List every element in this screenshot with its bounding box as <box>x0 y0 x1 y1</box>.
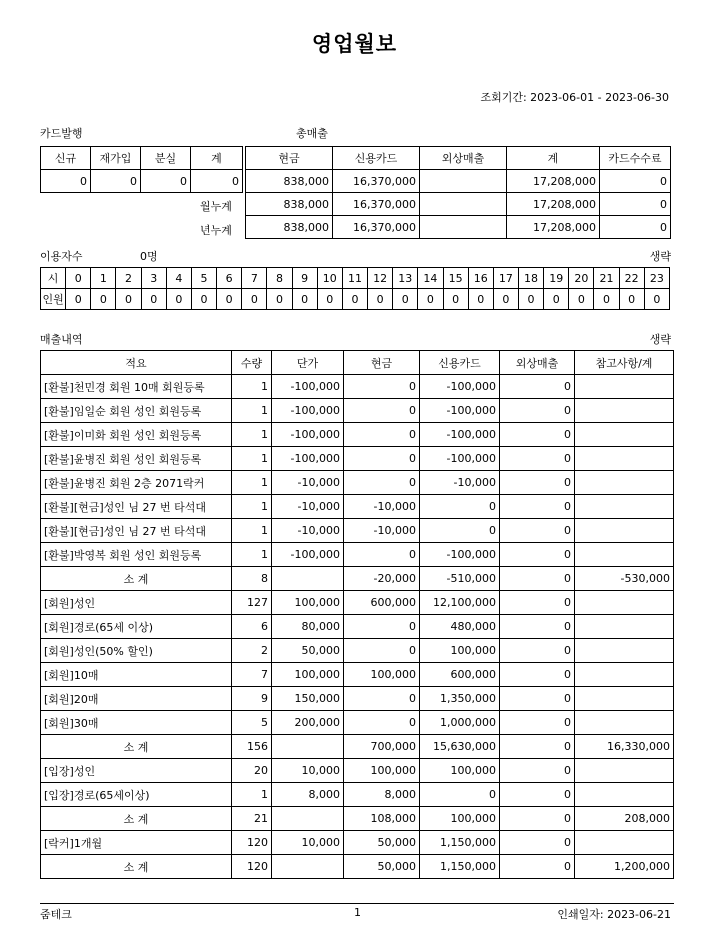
cell-qty: 1 <box>232 399 272 423</box>
cell-price: 10,000 <box>272 831 344 855</box>
cell-note <box>575 423 674 447</box>
hour-cell: 9 <box>292 268 317 289</box>
cell-desc: [환불]윤병진 회원 2층 2071락커 <box>41 471 232 495</box>
cell-desc: [입장]성인 <box>41 759 232 783</box>
footer-page: 1 <box>354 906 361 919</box>
subtotal-row <box>41 567 674 591</box>
cell-credit: 0 <box>500 495 575 519</box>
cell-credit: 0 <box>500 687 575 711</box>
cell-desc: 소 계 <box>41 567 232 591</box>
cell-qty: 1 <box>232 447 272 471</box>
count-cell: 0 <box>418 289 443 310</box>
cell-note <box>575 663 674 687</box>
cell-note: -530,000 <box>575 567 674 591</box>
cell-card: 600,000 <box>420 663 500 687</box>
cell-card: -100,000 <box>420 423 500 447</box>
count-cell: 0 <box>66 289 91 310</box>
cell-credit: 0 <box>500 399 575 423</box>
yearly-cumulative-label: 년누계 <box>200 224 232 237</box>
cell-credit: 0 <box>500 711 575 735</box>
cell-cash: 0 <box>344 447 420 471</box>
count-cell: 0 <box>91 289 116 310</box>
footer-company: 줌테크 <box>40 908 72 921</box>
count-cell: 0 <box>342 289 367 310</box>
hour-cell: 12 <box>368 268 393 289</box>
header-credit: 외상매출 <box>500 351 575 375</box>
cell-card: 15,630,000 <box>420 735 500 759</box>
sales-row <box>41 831 674 855</box>
card-value-total: 0 <box>191 170 243 193</box>
cell-qty: 9 <box>232 687 272 711</box>
count-cell: 0 <box>393 289 418 310</box>
cell-credit: 0 <box>500 735 575 759</box>
sales-header-credit: 외상매출 <box>420 147 507 170</box>
cell-cash: 700,000 <box>344 735 420 759</box>
hour-cell: 21 <box>594 268 619 289</box>
cell: 17,208,000 <box>507 170 600 193</box>
cell-note <box>575 399 674 423</box>
hour-cell: 0 <box>66 268 91 289</box>
cell-note: 16,330,000 <box>575 735 674 759</box>
cell-card: -100,000 <box>420 399 500 423</box>
cell-card: 1,150,000 <box>420 855 500 879</box>
count-cell: 0 <box>166 289 191 310</box>
cell-price: -10,000 <box>272 519 344 543</box>
hour-cell: 15 <box>443 268 468 289</box>
cell-credit: 0 <box>500 639 575 663</box>
footer-divider <box>40 903 674 904</box>
cell: 0 <box>600 193 671 216</box>
sales-row <box>41 495 674 519</box>
cell-credit: 0 <box>500 543 575 567</box>
cell-cash: 8,000 <box>344 783 420 807</box>
cell-cash: 0 <box>344 711 420 735</box>
cell-desc: [환불]천민경 회원 10매 회원등록 <box>41 375 232 399</box>
monthly-cumulative-label: 월누계 <box>200 200 232 213</box>
cell-note <box>575 687 674 711</box>
hour-cell: 20 <box>569 268 594 289</box>
cell-desc: [회원]경로(65세 이상) <box>41 615 232 639</box>
cell: 838,000 <box>246 170 333 193</box>
cell: 16,370,000 <box>333 193 420 216</box>
cell-card: 0 <box>420 783 500 807</box>
hour-cell: 16 <box>468 268 493 289</box>
users-omit: 생략 <box>649 250 671 263</box>
card-header-lost: 분실 <box>141 147 191 170</box>
hour-cell: 11 <box>342 268 367 289</box>
cell: 17,208,000 <box>507 216 600 239</box>
cell-qty: 2 <box>232 639 272 663</box>
cell-qty: 21 <box>232 807 272 831</box>
cell-credit: 0 <box>500 759 575 783</box>
hour-cell: 22 <box>619 268 644 289</box>
cell-note <box>575 447 674 471</box>
cell-card: 0 <box>420 519 500 543</box>
report-title: 영업월보 <box>311 32 398 56</box>
hour-cell: 13 <box>393 268 418 289</box>
cell-card: 1,000,000 <box>420 711 500 735</box>
hour-label: 시 <box>41 268 66 289</box>
cell-credit: 0 <box>500 447 575 471</box>
cell-price: -100,000 <box>272 423 344 447</box>
cell-price: 100,000 <box>272 663 344 687</box>
sales-header-row <box>41 351 674 375</box>
cell-note <box>575 783 674 807</box>
count-row <box>41 289 670 310</box>
cell: 17,208,000 <box>507 193 600 216</box>
hour-cell: 10 <box>317 268 342 289</box>
cell-card: 1,150,000 <box>420 831 500 855</box>
cell-note <box>575 471 674 495</box>
cell-credit: 0 <box>500 807 575 831</box>
cell-card: 100,000 <box>420 807 500 831</box>
hour-cell: 8 <box>267 268 292 289</box>
sales-header-fee: 카드수수료 <box>600 147 671 170</box>
count-cell: 0 <box>594 289 619 310</box>
sales-row <box>41 663 674 687</box>
cell-desc: [락커]1개월 <box>41 831 232 855</box>
cell-price <box>272 807 344 831</box>
cell-desc: [회원]성인(50% 할인) <box>41 639 232 663</box>
cell-cash: 50,000 <box>344 831 420 855</box>
sales-row <box>41 711 674 735</box>
cell-note <box>575 495 674 519</box>
hour-cell: 7 <box>242 268 267 289</box>
card-header-total: 계 <box>191 147 243 170</box>
cell-price <box>272 855 344 879</box>
subtotal-row <box>41 735 674 759</box>
cell-cash: 100,000 <box>344 663 420 687</box>
cell-price: -100,000 <box>272 543 344 567</box>
cell-card: -10,000 <box>420 471 500 495</box>
card-header-rejoin: 재가입 <box>91 147 141 170</box>
cell-desc: [환불]박영복 회원 성인 회원등록 <box>41 543 232 567</box>
cell-desc: [환불][현금]성인 님 27 번 타석대 <box>41 495 232 519</box>
cell-desc: [회원]30매 <box>41 711 232 735</box>
sales-detail-table <box>40 350 674 879</box>
users-count: 0명 <box>140 250 158 263</box>
cell-desc: [환불]윤병진 회원 성인 회원등록 <box>41 447 232 471</box>
cell-note <box>575 543 674 567</box>
cell-card: -510,000 <box>420 567 500 591</box>
cell-qty: 1 <box>232 783 272 807</box>
cell-note <box>575 831 674 855</box>
cell-qty: 1 <box>232 423 272 447</box>
cell-desc: 소 계 <box>41 735 232 759</box>
hour-cell: 14 <box>418 268 443 289</box>
hour-cell: 6 <box>217 268 242 289</box>
hour-cell: 4 <box>166 268 191 289</box>
cell-card: -100,000 <box>420 447 500 471</box>
count-label: 인원 <box>41 289 66 310</box>
cell-desc: 소 계 <box>41 807 232 831</box>
count-cell: 0 <box>619 289 644 310</box>
cell-cash: 0 <box>344 615 420 639</box>
cell-qty: 8 <box>232 567 272 591</box>
cell-note: 1,200,000 <box>575 855 674 879</box>
card-issue-table <box>40 146 243 193</box>
cell-desc: [환불]이미화 회원 성인 회원등록 <box>41 423 232 447</box>
cell-cash: 0 <box>344 687 420 711</box>
cell-qty: 6 <box>232 615 272 639</box>
cell-desc: [회원]성인 <box>41 591 232 615</box>
count-cell: 0 <box>116 289 141 310</box>
sales-row <box>41 639 674 663</box>
card-value-lost: 0 <box>141 170 191 193</box>
cell-cash: -10,000 <box>344 519 420 543</box>
subtotal-row <box>41 855 674 879</box>
cell-price: 50,000 <box>272 639 344 663</box>
cell-qty: 5 <box>232 711 272 735</box>
total-sales-table <box>245 146 671 239</box>
sales-row <box>41 447 674 471</box>
sales-detail-label: 매출내역 <box>40 333 83 346</box>
sales-row <box>41 375 674 399</box>
count-cell: 0 <box>191 289 216 310</box>
cell-card: 0 <box>420 495 500 519</box>
cell-price: -100,000 <box>272 399 344 423</box>
cell-cash: -10,000 <box>344 495 420 519</box>
sales-row <box>41 591 674 615</box>
cell-credit: 0 <box>500 783 575 807</box>
cell-price <box>272 735 344 759</box>
cell-desc: [회원]20매 <box>41 687 232 711</box>
cell-price: 8,000 <box>272 783 344 807</box>
cell-card: 1,350,000 <box>420 687 500 711</box>
sales-row <box>41 471 674 495</box>
cell-price: 200,000 <box>272 711 344 735</box>
card-header-new: 신규 <box>41 147 91 170</box>
sales-header-cash: 현금 <box>246 147 333 170</box>
header-card: 신용카드 <box>420 351 500 375</box>
hour-cell: 17 <box>493 268 518 289</box>
cell-price: 10,000 <box>272 759 344 783</box>
hourly-users-table <box>40 267 670 310</box>
hour-cell: 3 <box>141 268 166 289</box>
cell-card: -100,000 <box>420 543 500 567</box>
cell <box>420 170 507 193</box>
cell-price: -10,000 <box>272 495 344 519</box>
cell-price: 100,000 <box>272 591 344 615</box>
cell-card: 100,000 <box>420 639 500 663</box>
header-note: 참고사항/계 <box>575 351 674 375</box>
cell: 0 <box>600 170 671 193</box>
header-desc: 적요 <box>41 351 232 375</box>
cell-cash: 600,000 <box>344 591 420 615</box>
sales-row <box>41 687 674 711</box>
cell-desc: [환불][현금]성인 님 27 번 타석대 <box>41 519 232 543</box>
sales-row <box>41 615 674 639</box>
cell-credit: 0 <box>500 375 575 399</box>
cell <box>420 193 507 216</box>
subtotal-row <box>41 807 674 831</box>
cell-note <box>575 519 674 543</box>
hour-row <box>41 268 670 289</box>
hour-cell: 1 <box>91 268 116 289</box>
cell-note <box>575 759 674 783</box>
sales-row <box>41 759 674 783</box>
hour-cell: 18 <box>518 268 543 289</box>
card-value-new: 0 <box>41 170 91 193</box>
cell-price: 80,000 <box>272 615 344 639</box>
cell: 16,370,000 <box>333 170 420 193</box>
count-cell: 0 <box>368 289 393 310</box>
card-value-rejoin: 0 <box>91 170 141 193</box>
cell-credit: 0 <box>500 663 575 687</box>
cell-cash: 0 <box>344 399 420 423</box>
cell-qty: 1 <box>232 471 272 495</box>
sales-row <box>41 399 674 423</box>
cell-qty: 156 <box>232 735 272 759</box>
cell-card: 100,000 <box>420 759 500 783</box>
cell-note <box>575 639 674 663</box>
cell-desc: [입장]경로(65세이상) <box>41 783 232 807</box>
count-cell: 0 <box>443 289 468 310</box>
count-cell: 0 <box>242 289 267 310</box>
total-sales-row <box>246 170 671 193</box>
cell-credit: 0 <box>500 855 575 879</box>
cell-qty: 1 <box>232 519 272 543</box>
cell-qty: 1 <box>232 543 272 567</box>
cell-qty: 127 <box>232 591 272 615</box>
cell-credit: 0 <box>500 567 575 591</box>
cell: 0 <box>600 216 671 239</box>
count-cell: 0 <box>544 289 569 310</box>
cell: 16,370,000 <box>333 216 420 239</box>
sales-header-total: 계 <box>507 147 600 170</box>
count-cell: 0 <box>644 289 669 310</box>
cell-credit: 0 <box>500 519 575 543</box>
yearly-cumulative-row <box>246 216 671 239</box>
cell-cash: -20,000 <box>344 567 420 591</box>
cell-cash: 100,000 <box>344 759 420 783</box>
query-period: 조회기간: 2023-06-01 - 2023-06-30 <box>480 91 669 104</box>
count-cell: 0 <box>267 289 292 310</box>
cell-credit: 0 <box>500 471 575 495</box>
cell-qty: 1 <box>232 375 272 399</box>
cell-cash: 50,000 <box>344 855 420 879</box>
cell-price: -100,000 <box>272 375 344 399</box>
cell-credit: 0 <box>500 423 575 447</box>
cell: 838,000 <box>246 193 333 216</box>
sales-row <box>41 543 674 567</box>
cell-card: -100,000 <box>420 375 500 399</box>
sales-row <box>41 423 674 447</box>
cell-desc: [환불]임일순 회원 성인 회원등록 <box>41 399 232 423</box>
cell-note: 208,000 <box>575 807 674 831</box>
cell-price: -100,000 <box>272 447 344 471</box>
cell-cash: 0 <box>344 423 420 447</box>
cell-qty: 1 <box>232 495 272 519</box>
header-price: 단가 <box>272 351 344 375</box>
cell-qty: 120 <box>232 831 272 855</box>
hour-cell: 19 <box>544 268 569 289</box>
cell-note <box>575 375 674 399</box>
count-cell: 0 <box>493 289 518 310</box>
cell-cash: 108,000 <box>344 807 420 831</box>
cell-note <box>575 711 674 735</box>
cell-desc: 소 계 <box>41 855 232 879</box>
cell-price: 150,000 <box>272 687 344 711</box>
total-sales-label: 총매출 <box>296 127 328 140</box>
cell-price: -10,000 <box>272 471 344 495</box>
header-cash: 현금 <box>344 351 420 375</box>
count-cell: 0 <box>518 289 543 310</box>
count-cell: 0 <box>217 289 242 310</box>
count-cell: 0 <box>317 289 342 310</box>
cell-qty: 120 <box>232 855 272 879</box>
cell-cash: 0 <box>344 375 420 399</box>
hour-cell: 5 <box>191 268 216 289</box>
hour-cell: 2 <box>116 268 141 289</box>
count-cell: 0 <box>141 289 166 310</box>
count-cell: 0 <box>292 289 317 310</box>
card-issue-label: 카드발행 <box>40 127 83 140</box>
sales-detail-omit: 생략 <box>649 333 671 346</box>
users-label: 이용자수 <box>40 250 83 263</box>
sales-header-card: 신용카드 <box>333 147 420 170</box>
monthly-cumulative-row <box>246 193 671 216</box>
sales-row <box>41 783 674 807</box>
cell-credit: 0 <box>500 591 575 615</box>
cell-credit: 0 <box>500 831 575 855</box>
cell-card: 480,000 <box>420 615 500 639</box>
cell-desc: [회원]10매 <box>41 663 232 687</box>
cell: 838,000 <box>246 216 333 239</box>
cell-note <box>575 615 674 639</box>
cell-qty: 7 <box>232 663 272 687</box>
cell-card: 12,100,000 <box>420 591 500 615</box>
count-cell: 0 <box>468 289 493 310</box>
cell <box>420 216 507 239</box>
cell-qty: 20 <box>232 759 272 783</box>
cell-cash: 0 <box>344 543 420 567</box>
cell-note <box>575 591 674 615</box>
count-cell: 0 <box>569 289 594 310</box>
cell-cash: 0 <box>344 639 420 663</box>
cell-credit: 0 <box>500 615 575 639</box>
sales-row <box>41 519 674 543</box>
footer-print-date: 인쇄일자: 2023-06-21 <box>557 908 671 921</box>
cell-price <box>272 567 344 591</box>
header-qty: 수량 <box>232 351 272 375</box>
cell-cash: 0 <box>344 471 420 495</box>
hour-cell: 23 <box>644 268 669 289</box>
